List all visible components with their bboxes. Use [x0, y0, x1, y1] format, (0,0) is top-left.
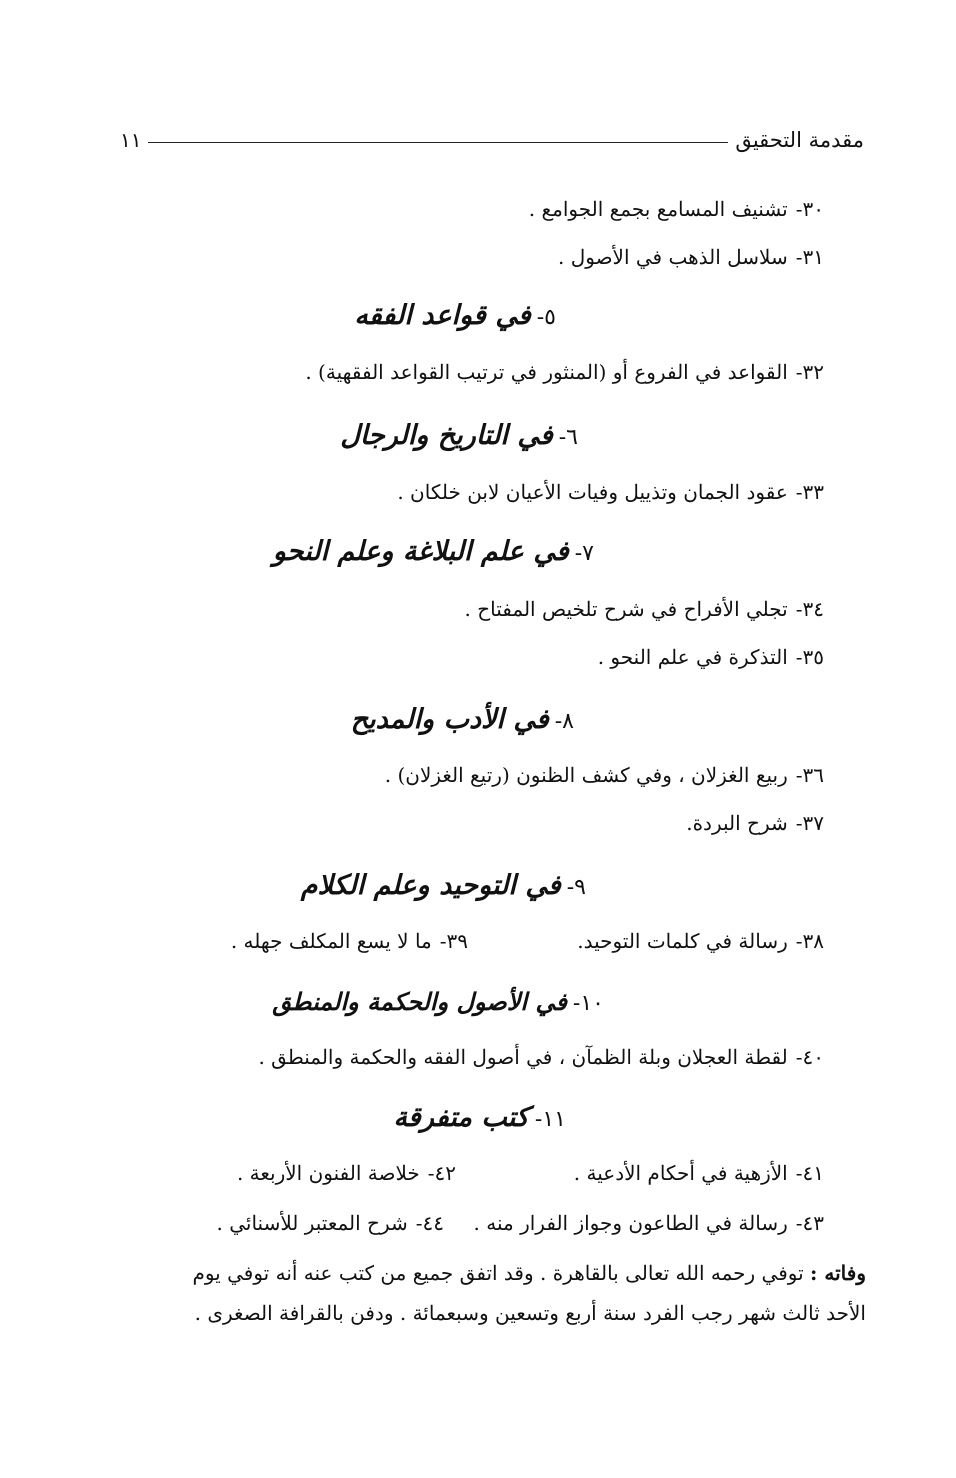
list-item — [577, 924, 824, 958]
heading-title: في علم البلاغة وعلم النحو — [272, 536, 569, 567]
running-header — [120, 120, 864, 160]
item-title: ما لا يسع المكلف جهله . — [230, 929, 432, 953]
list-item — [305, 355, 824, 389]
heading-number: ١٠- — [572, 991, 604, 1016]
list-item — [258, 1040, 824, 1074]
death-line-1 — [88, 1258, 866, 1288]
heading-number: ١١- — [534, 1107, 566, 1132]
item-number: ٣٥- — [795, 645, 824, 669]
heading-number: ٦- — [558, 425, 578, 450]
item-number: ٣٨- — [795, 929, 824, 953]
list-item — [237, 1156, 456, 1190]
list-item — [529, 192, 824, 226]
item-title: ربيع الغزلان ، وفي كشف الظنون (رتيع الغزلان) . — [384, 763, 788, 787]
section-heading — [340, 416, 578, 458]
list-item — [385, 758, 824, 792]
running-title: مقدمة التحقيق — [735, 128, 864, 152]
header-rule — [148, 142, 728, 143]
heading-number: ٥- — [536, 305, 556, 330]
death-text-2: الأحد ثالث شهر رجب الفرد سنة أربع وتسعين وسبعمائة . ودفن بالقرافة الصغرى . — [194, 1301, 866, 1325]
item-number: ٤٢- — [427, 1161, 456, 1185]
section-heading — [354, 296, 556, 338]
list-item — [474, 1206, 824, 1240]
item-title: تجلي الأفراح في شرح تلخيص المفتاح . — [464, 597, 788, 621]
heading-title: في الأصول والحكمة والمنطق — [272, 987, 567, 1016]
list-item — [558, 240, 824, 274]
heading-number: ٧- — [574, 541, 594, 566]
item-number: ٤١- — [795, 1161, 824, 1185]
item-title: القواعد في الفروع أو (المنثور في ترتيب القواعد الفقهية) . — [305, 360, 788, 384]
section-heading — [301, 866, 586, 908]
item-number: ٤٠- — [795, 1045, 824, 1069]
heading-number: ٩- — [566, 875, 586, 900]
item-title: شرح المعتبر للأسنائي . — [216, 1211, 408, 1235]
list-item — [231, 924, 468, 958]
item-title: التذكرة في علم النحو . — [597, 645, 788, 669]
section-heading — [351, 700, 574, 742]
death-text-1: توفي رحمه الله تعالى بالقاهرة . وقد اتفق جميع من كتب عنه أنه توفي يوم — [192, 1261, 804, 1285]
heading-title: كتب متفرقة — [393, 1102, 529, 1133]
heading-title: في التوحيد وعلم الكلام — [300, 870, 561, 901]
list-item — [397, 475, 824, 509]
section-heading — [272, 982, 604, 1024]
item-title: تشنيف المسامع بجمع الجوامع . — [528, 197, 788, 221]
list-item — [598, 640, 824, 674]
item-title: عقود الجمان وتذييل وفيات الأعيان لابن خلكان . — [397, 480, 788, 504]
item-number: ٣٧- — [795, 811, 824, 835]
list-item — [686, 806, 824, 840]
item-title: الأزهية في أحكام الأدعية . — [573, 1161, 788, 1185]
death-paragraph — [88, 1258, 866, 1328]
item-title: سلاسل الذهب في الأصول . — [557, 245, 788, 269]
item-title: رسالة في الطاعون وجواز الفرار منه . — [473, 1211, 788, 1235]
section-heading — [273, 532, 594, 574]
item-number: ٤٤- — [415, 1211, 444, 1235]
heading-title: في التاريخ والرجال — [340, 420, 553, 451]
item-number: ٣٦- — [795, 763, 824, 787]
item-number: ٣٠- — [795, 197, 824, 221]
section-heading — [393, 1098, 566, 1140]
item-number: ٣٩- — [439, 929, 468, 953]
heading-title: في الأدب والمديح — [350, 704, 549, 735]
heading-number: ٨- — [554, 709, 574, 734]
item-title: خلاصة الفنون الأربعة . — [236, 1161, 420, 1185]
item-number: ٣٣- — [795, 480, 824, 504]
item-number: ٤٣- — [795, 1211, 824, 1235]
list-item — [217, 1206, 445, 1240]
page-number: ١١ — [120, 128, 142, 152]
item-title: رسالة في كلمات التوحيد. — [577, 929, 788, 953]
list-item — [465, 592, 824, 626]
list-item — [574, 1156, 824, 1190]
heading-title: في قواعد الفقه — [354, 300, 531, 331]
item-title: شرح البردة. — [686, 811, 788, 835]
death-lead: وفاته : — [810, 1261, 866, 1285]
item-title: لقطة العجلان وبلة الظمآن ، في أصول الفقه والحكمة والمنطق . — [258, 1045, 788, 1069]
item-number: ٣٤- — [795, 597, 824, 621]
item-number: ٣٢- — [795, 360, 824, 384]
item-number: ٣١- — [795, 245, 824, 269]
